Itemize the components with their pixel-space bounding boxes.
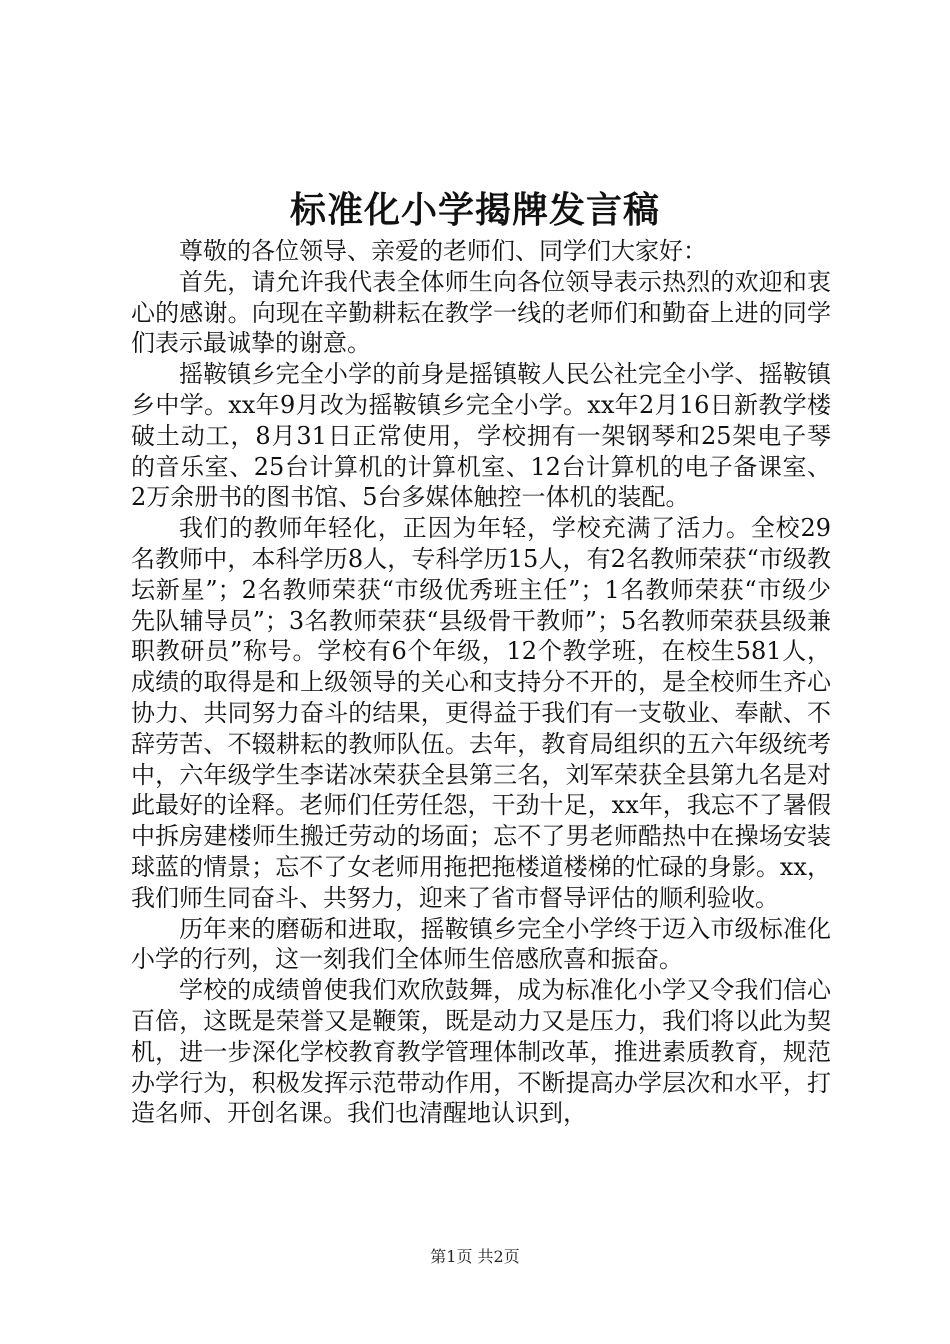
paragraph-standardization: 历年来的磨砺和进取，摇鞍镇乡完全小学终于迈入市级标准化小学的行列，这一刻我们全体师生倍感欣喜和振奋。: [131, 914, 831, 974]
document-body: [131, 236, 831, 1129]
page-number-footer: 第1页 共2页: [430, 1247, 520, 1266]
paragraph-thanks: 首先，请允许我代表全体师生向各位领导表示热烈的欢迎和衷心的感谢。向现在辛勤耕耘在教学一线的老师们和勤奋上进的同学们表示最诚挚的谢意。: [131, 267, 831, 358]
document-title: 标准化小学揭牌发言稿: [289, 189, 660, 231]
paragraph-school-history: 摇鞍镇乡完全小学的前身是摇镇鞍人民公社完全小学、摇鞍镇乡中学。xx年9月改为摇鞍镇乡完全小学。xx年2月16日新教学楼破土动工，8月31日正常使用，学校拥有一架钢琴和25架电子琴的音乐室、25台计算机的计算机室、12台计算机的电子备课室、2万余册书的图书馆、5台多媒体触控一体机的装配。: [131, 360, 831, 512]
paragraph-greeting: 尊敬的各位领导、亲爱的老师们、同学们大家好：: [179, 237, 707, 265]
paragraph-teachers: 我们的教师年轻化，正因为年轻，学校充满了活力。全校29名教师中，本科学历8人，专科学历15人，有2名教师荣获“市级教坛新星”；2名教师荣获“市级优秀班主任”；1名教师荣获“市级少先队辅导员”；3名教师荣获“县级骨干教师”；5名教师荣获县级兼职教研员”称号。学校有6个年级，12个教学班，在校生581人，成绩的取得是和上级领导的关心和支持分不开的，是全校师生齐心协力、共同努力奋斗的结果，更得益于我们有一支敬业、奉献、不辞劳苦、不辍耕耘的教师队伍。去年，教育局组织的五六年级统考中，六年级学生李诺冰荣获全县第三名，刘军荣获全县第九名是对此最好的诠释。老师们任劳任怨，干劲十足，xx年，我忘不了暑假中拆房建楼师生搬迁劳动的场面；忘不了男老师酷热中在操场安装球蓝的情景；忘不了女老师用拖把拖楼道楼梯的忙碌的身影。xx，我们师生同奋斗、共努力，迎来了省市督导评估的顺利验收。: [131, 514, 831, 912]
paragraph-outlook: 学校的成绩曾使我们欢欣鼓舞，成为标准化小学又令我们信心百倍，这既是荣誉又是鞭策，既是动力又是压力，我们将以此为契机，进一步深化学校教育教学管理体制改革，推进素质教育，规范办学行为，积极发挥示范带动作用，不断提高办学层次和水平，打造名师、开创名课。我们也清醒地认识到，: [131, 976, 831, 1128]
